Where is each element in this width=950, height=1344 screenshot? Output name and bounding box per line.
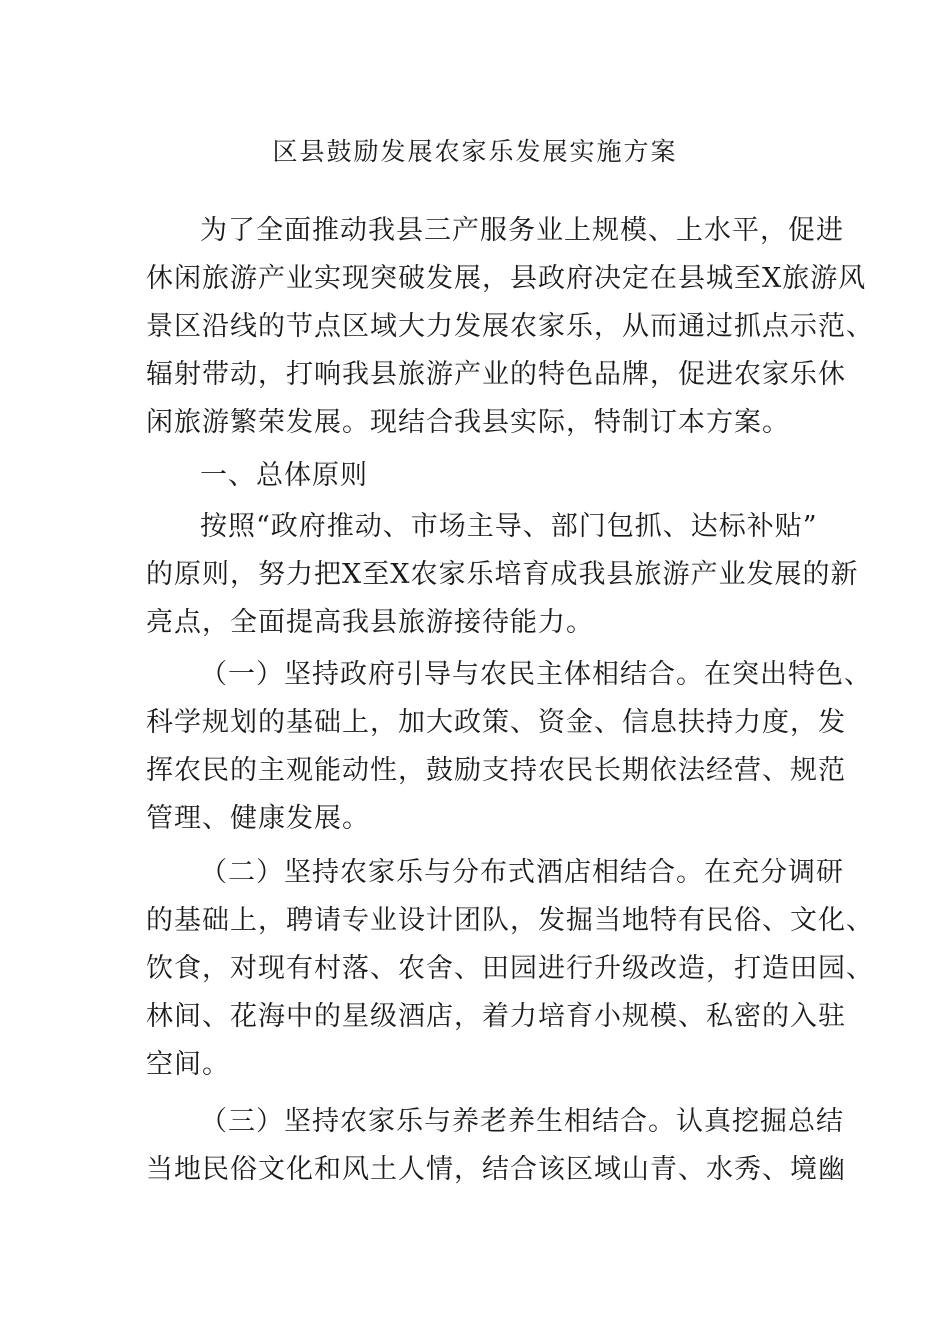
paragraph-line: 为了全面推动我县三产服务业上规模、上水平，促进 bbox=[200, 215, 844, 246]
paragraph-line: 亮点，全面提高我县旅游接待能力。 bbox=[146, 607, 594, 638]
paragraph-line: 林间、花海中的星级酒店，着力培育小规模、私密的入驻 bbox=[146, 1001, 846, 1032]
paragraph-line: （二）坚持农家乐与分布式酒店相结合。在充分调研 bbox=[200, 857, 844, 888]
document-title: 区县鼓励发展农家乐发展实施方案 bbox=[272, 137, 678, 166]
paragraph-line: 当地民俗文化和风土人情，结合该区域山青、水秀、境幽 bbox=[146, 1154, 846, 1185]
paragraph-line: （一）坚持政府引导与农民主体相结合。在突出特色、 bbox=[200, 659, 872, 690]
paragraph-line: 闲旅游繁荣发展。现结合我县实际，特制订本方案。 bbox=[146, 407, 790, 438]
paragraph-line: 空间。 bbox=[146, 1049, 230, 1080]
paragraph-line: 科学规划的基础上，加大政策、资金、信息扶持力度，发 bbox=[146, 707, 846, 738]
paragraph-line: 景区沿线的节点区域大力发展农家乐，从而通过抓点示范、 bbox=[146, 311, 874, 342]
paragraph-line: 辐射带动，打响我县旅游产业的特色品牌，促进农家乐休 bbox=[146, 359, 846, 390]
paragraph-line: 休闲旅游产业实现突破发展，县政府决定在县城至X旅游风 bbox=[146, 263, 867, 294]
paragraph-line: 饮食，对现有村落、农舍、田园进行升级改造，打造田园、 bbox=[146, 953, 874, 984]
paragraph-line: 管理、健康发展。 bbox=[146, 803, 370, 834]
paragraph-line: （三）坚持农家乐与养老养生相结合。认真挖掘总结 bbox=[200, 1106, 844, 1137]
paragraph-line: 按照“政府推动、市场主导、部门包抓、达标补贴” bbox=[200, 511, 818, 542]
paragraph-line: 挥农民的主观能动性，鼓励支持农民长期依法经营、规范 bbox=[146, 755, 846, 786]
section-heading: 一、总体原则 bbox=[200, 460, 368, 491]
paragraph-line: 的原则，努力把X至X农家乐培育成我县旅游产业发展的新 bbox=[146, 559, 859, 590]
paragraph-line: 的基础上，聘请专业设计团队，发掘当地特有民俗、文化、 bbox=[146, 905, 874, 936]
